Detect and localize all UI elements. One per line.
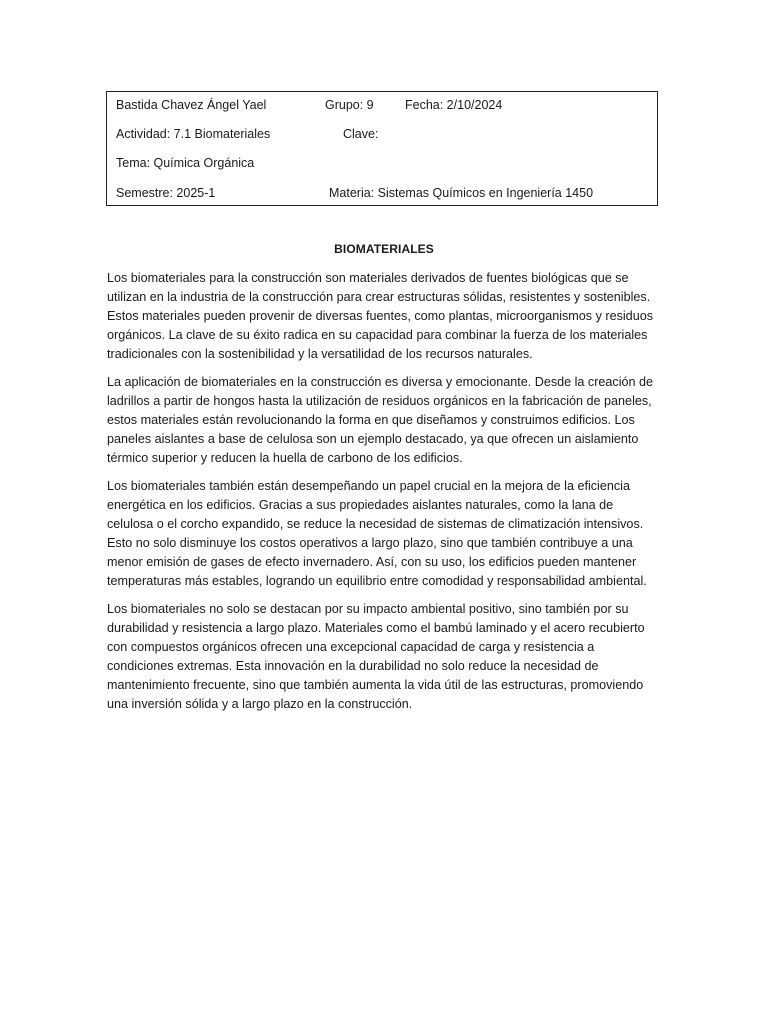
- group-label: Grupo: 9: [325, 98, 374, 112]
- paragraph: Los biomateriales no solo se destacan por su impacto ambiental positivo, sino también por su durabilidad y resistencia a largo plazo. Materiales como el bambú laminado y el acero recubierto con compuestos orgánicos ofrecen una excepcional capacidad de carga y resistencia a condiciones extremas. Esta innovación en la durabilidad no solo reduce la necesidad de mantenimiento frecuente, sino que también aumenta la vida útil de las estructuras, promoviendo una inversión sólida y a largo plazo en la construcción.: [107, 602, 645, 711]
- document-title: BIOMATERIALES: [334, 242, 434, 256]
- paragraph: La aplicación de biomateriales en la construcción es diversa y emocionante. Desde la creación de ladrillos a partir de hongos hasta la utilización de residuos orgánicos en la fabricación de paneles, estos materiales están revolucionando la forma en que diseñamos y construimos edificios. Los paneles aislantes a base de celulosa son un ejemplo destacado, ya que ofrecen un aislamiento térmico superior y reducen la huella de carbono de los edificios.: [107, 375, 654, 465]
- date-label: Fecha: 2/10/2024: [405, 98, 503, 112]
- subject-label: Materia: Sistemas Químicos en Ingeniería 1450: [329, 186, 594, 200]
- topic-label: Tema: Química Orgánica: [116, 156, 255, 170]
- activity-label: Actividad: 7.1 Biomateriales: [116, 127, 271, 141]
- key-label: Clave:: [343, 127, 379, 141]
- semester-label: Semestre: 2025-1: [116, 186, 216, 200]
- student-name: Bastida Chavez Ángel Yael: [116, 98, 267, 112]
- paragraph: Los biomateriales también están desempeñando un papel crucial en la mejora de la eficiencia energética en los edificios. Gracias a sus propiedades aislantes naturales, como la lana de celulosa o el corcho expandido, se reduce la necesidad de sistemas de climatización intensivos. Esto no solo disminuye los costos operativos a largo plazo, sino que también contribuye a una menor emisión de gases de efecto invernadero. Así, con su uso, los edificios pueden mantener temperaturas más estables, logrando un equilibrio entre comodidad y responsabilidad ambiental.: [107, 479, 647, 588]
- paragraph: Los biomateriales para la construcción son materiales derivados de fuentes biológicas que se utilizan en la industria de la construcción para crear estructuras sólidas, resistentes y sostenibles. Estos materiales pueden provenir de diversas fuentes, como plantas, microorganismos y residuos orgánicos. La clave de su éxito radica en su capacidad para combinar la fuerza de los materiales tradicionales con la sostenibilidad y la versatilidad de los recursos naturales.: [107, 271, 653, 361]
- document-body: [107, 269, 659, 723]
- header-info-box: [106, 91, 658, 206]
